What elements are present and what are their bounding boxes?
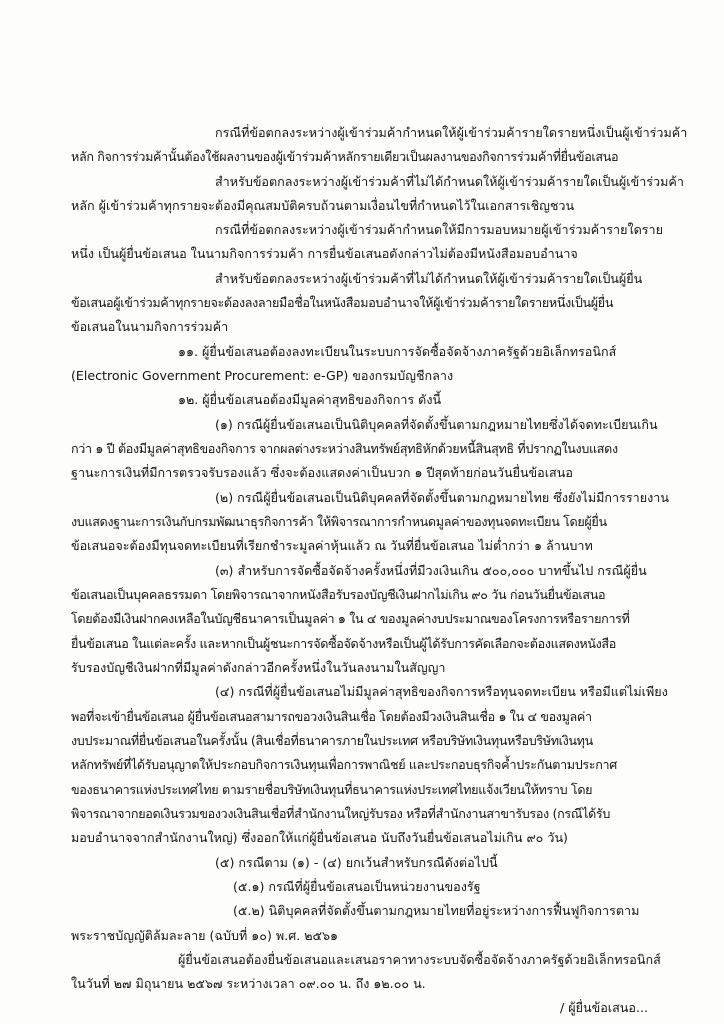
text-line: มอบอำนาจจากสำนักงานใหญ่) ซึ่งออกให้แก่ผู้ยื่นข้อเสนอ นับถึงวันยื่นข้อเสนอไม่เกิน ๙๐ วัน)	[71, 830, 568, 845]
text-line: หลัก ผู้เข้าร่วมค้าทุกรายจะต้องมีคุณสมบัติครบถ้วนตามเงื่อนไขที่กำหนดไว้ในเอกสารเชิญชวน	[71, 198, 575, 213]
text-line: พอที่จะเข้ายื่นข้อเสนอ ผู้ยื่นข้อเสนอสามารถขอวงเงินสินเชื่อ โดยต้องมีวงเงินสินเชื่อ ๑ ใน ๔ ของมูลค่า	[71, 709, 592, 724]
text-line: หนึ่ง เป็นผู้ยื่นข้อเสนอ ในนามกิจการร่วมค้า การยื่นข้อเสนอดังกล่าวไม่ต้องมีหนังสือมอบอำนาจ	[71, 246, 578, 261]
text-line: (๓) สำหรับการจัดซื้อจัดจ้างครั้งหนึ่งที่มีวงเงินเกิน ๕๐๐,๐๐๐ บาทขึ้นไป กรณีผู้ยื่น	[215, 563, 647, 578]
text-line: (๔) กรณีที่ผู้ยื่นข้อเสนอไม่มีมูลค่าสุทธิของกิจการหรือทุนจดทะเบียน หรือมีแต่ไม่เพียง	[215, 684, 668, 699]
text-line: (๕.๑) กรณีที่ผู้ยื่นข้อเสนอเป็นหน่วยงานของรัฐ	[233, 879, 481, 894]
clause-heading: ๑๑. ผู้ยื่นข้อเสนอต้องลงทะเบียนในระบบการจัดซื้อจัดจ้างภาครัฐด้วยอิเล็กทรอนิกส์	[178, 344, 617, 359]
text-line: หลัก กิจการร่วมค้านั้นต้องใช้ผลงานของผู้เข้าร่วมค้าหลักรายเดียวเป็นผลงานของกิจการร่วมค้าที่ยื่นข้อเสนอ	[71, 149, 619, 164]
text-line: (Electronic Government Procurement: e-GP) ของกรมบัญชีกลาง	[71, 368, 454, 383]
text-line: ฐานะการเงินที่มีการตรวจรับรองแล้ว ซึ่งจะต้องแสดงค่าเป็นบวก ๑ ปีสุดท้ายก่อนวันยื่นข้อเสนอ	[71, 465, 573, 480]
text-line: กรณีที่ข้อตกลงระหว่างผู้เข้าร่วมค้ากำหนดให้ผู้เข้าร่วมค้ารายใดรายหนึ่งเป็นผู้เข้าร่วมค้า	[215, 125, 688, 140]
text-line: (๑) กรณีผู้ยื่นข้อเสนอเป็นนิติบุคคลที่จัดตั้งขึ้นตามกฎหมายไทยซึ่งได้จดทะเบียนเกิน	[215, 417, 658, 432]
text-line: กว่า ๑ ปี ต้องมีมูลค่าสุทธิของกิจการ จากผลต่างระหว่างสินทรัพย์สุทธิหักด้วยหนี้สินสุทธิ ที่ปรากฏในงบแสดง	[71, 441, 618, 456]
text-line: กรณีที่ข้อตกลงระหว่างผู้เข้าร่วมค้ากำหนดให้มีการมอบหมายผู้เข้าร่วมค้ารายใดราย	[215, 222, 664, 237]
text-line: ยื่นข้อเสนอ ในแต่ละครั้ง และหากเป็นผู้ชนะการจัดซื้อจัดจ้างหรือเป็นผู้ได้รับการคัดเลือกจะต้องแสดงหนังสือ	[71, 636, 616, 651]
text-line: ของธนาคารแห่งประเทศไทย ตามรายชื่อบริษัทเงินทุนที่ธนาคารแห่งประเทศไทยแจ้งเวียนให้ทราบ โดย	[71, 782, 593, 797]
text-line: สำหรับข้อตกลงระหว่างผู้เข้าร่วมค้าที่ไม่ได้กำหนดให้ผู้เข้าร่วมค้ารายใดเป็นผู้ยื่น	[215, 271, 643, 286]
text-line: สำหรับข้อตกลงระหว่างผู้เข้าร่วมค้าที่ไม่ได้กำหนดให้ผู้เข้าร่วมค้ารายใดเป็นผู้เข้าร่วมค้า	[215, 174, 684, 189]
text-line: รับรองบัญชีเงินฝากที่มีมูลค่าดังกล่าวอีกครั้งหนึ่งในวันลงนามในสัญญา	[71, 660, 446, 675]
clause-heading: ๑๒. ผู้ยื่นข้อเสนอต้องมีมูลค่าสุทธิของกิจการ ดังนี้	[178, 392, 442, 407]
text-line: หลักทรัพย์ที่ได้รับอนุญาตให้ประกอบกิจการเงินทุนเพื่อการพาณิชย์ และประกอบธุรกิจค้ำประกันตามประกาศ	[71, 757, 617, 772]
text-line: (๕.๒) นิติบุคคลที่จัดตั้งขึ้นตามกฎหมายไทยที่อยู่ระหว่างการฟื้นฟูกิจการตาม	[233, 903, 640, 918]
text-line: ข้อเสนอจะต้องมีทุนจดทะเบียนที่เรียกชำระมูลค่าหุ้นแล้ว ณ วันที่ยื่นข้อเสนอ ไม่ต่ำกว่า ๑ ล้านบาท	[71, 538, 593, 553]
text-line: ข้อเสนอเป็นบุคคลธรรมดา โดยพิจารณาจากหนังสือรับรองบัญชีเงินฝากไม่เกิน ๙๐ วัน ก่อนวันยื่นข้อเสนอ	[71, 587, 606, 602]
text-line: พระราชบัญญัติล้มละลาย (ฉบับที่ ๑๐) พ.ศ. ๒๕๖๑	[71, 928, 339, 943]
text-line: (๒) กรณีผู้ยื่นข้อเสนอเป็นนิติบุคคลที่จัดตั้งขึ้นตามกฎหมายไทย ซึ่งยังไม่มีการรายงาน	[215, 490, 669, 505]
text-line: โดยต้องมีเงินฝากคงเหลือในบัญชีธนาคารเป็นมูลค่า ๑ ใน ๔ ของมูลค่างบประมาณของโครงการหรือรายการที่	[71, 611, 630, 626]
text-line: ผู้ยื่นข้อเสนอต้องยื่นข้อเสนอและเสนอราคาทางระบบจัดซื้อจัดจ้างภาครัฐด้วยอิเล็กทรอนิกส์	[178, 952, 661, 967]
text-line: ข้อเสนอในนามกิจการร่วมค้า	[71, 319, 229, 334]
text-line: ข้อเสนอผู้เข้าร่วมค้าทุกรายจะต้องลงลายมือชื่อในหนังสือมอบอำนาจให้ผู้เข้าร่วมค้ารายใดรายหนึ่งเป็นผู้ยื่น	[71, 295, 614, 310]
text-line: (๕) กรณีตาม (๑) - (๔) ยกเว้นสำหรับกรณีดังต่อไปนี้	[215, 855, 498, 870]
text-line: ในวันที่ ๒๗ มิถุนายน ๒๕๖๗ ระหว่างเวลา ๐๙.๐๐ น. ถึง ๑๒.๐๐ น.	[71, 976, 426, 991]
continuation-marker: / ผู้ยื่นข้อเสนอ...	[560, 1000, 648, 1015]
text-line: พิจารณาจากยอดเงินรวมของวงเงินสินเชื่อที่สำนักงานใหญ่รับรอง หรือที่สำนักงานสาขารับรอง (กรณีได้รับ	[71, 806, 610, 821]
text-line: งบแสดงฐานะการเงินกับกรมพัฒนาธุรกิจการค้า ให้พิจารณาการกำหนดมูลค่าของทุนจดทะเบียน โดยผู้ยื่น	[71, 514, 607, 529]
text-line: งบประมาณที่ยื่นข้อเสนอในครั้งนั้น (สินเชื่อที่ธนาคารภายในประเทศ หรือบริษัทเงินทุนหรือบริษัทเงินทุน	[71, 733, 593, 748]
